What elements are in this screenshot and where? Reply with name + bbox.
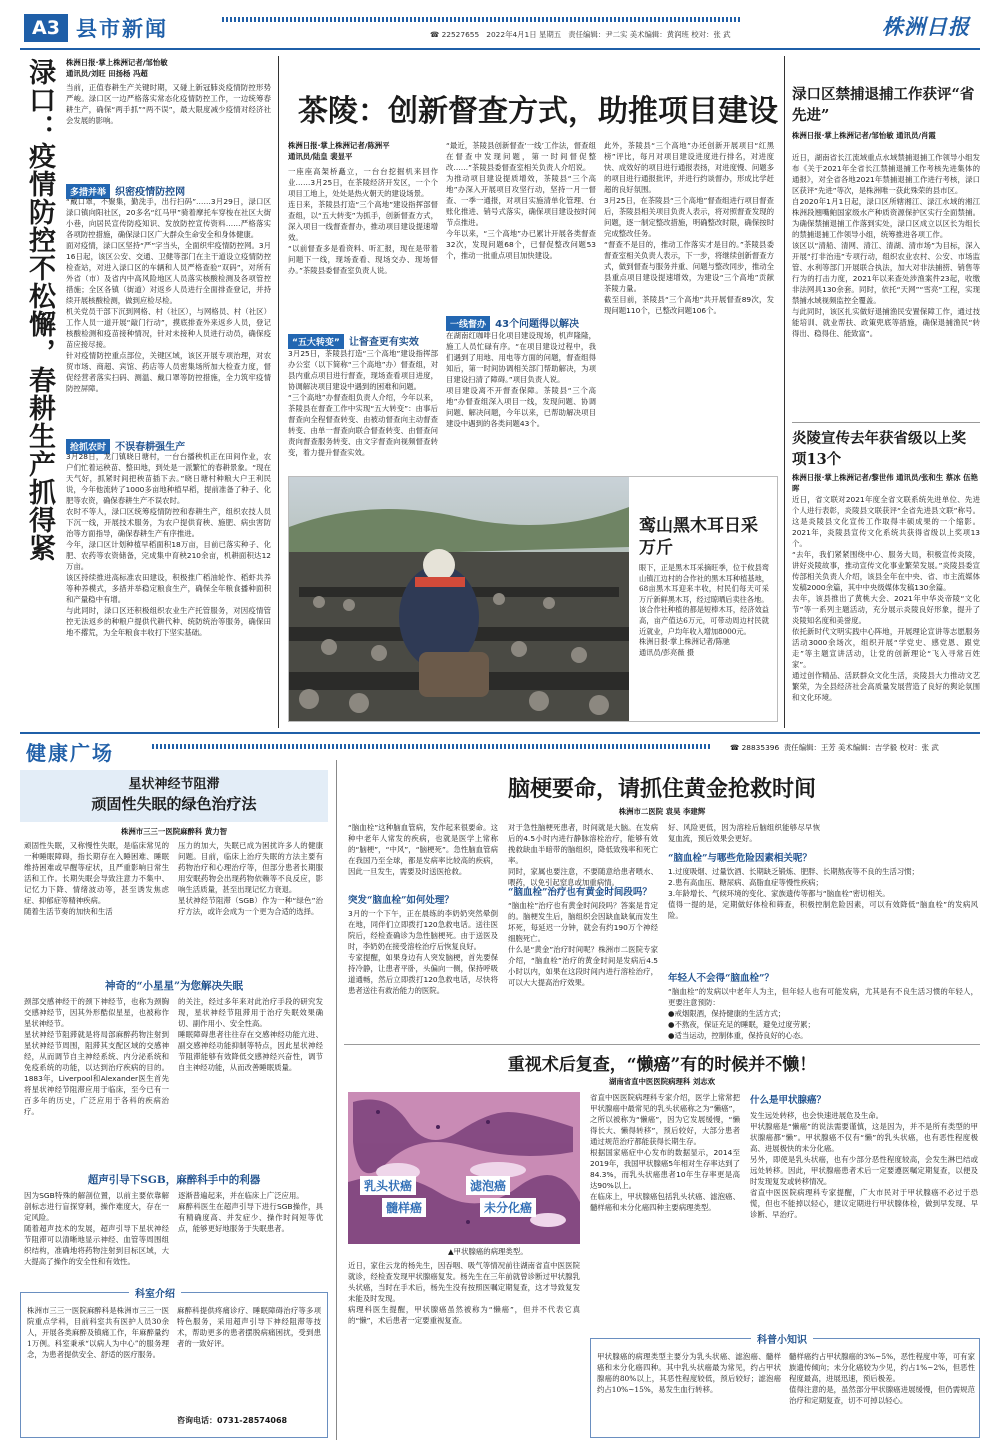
side1-title: 渌口区禁捕退捕工作获评“省先进” bbox=[792, 86, 975, 124]
a2-body-6: 1.过度吸烟、过量饮酒、长期缺乏锻炼、肥胖、长期熬夜等不良的生活习惯； 2.患有高血压、糖尿病、高脂血症等慢性疾病； 3.年龄增长、气候环境的变化、家族遗传等都与“脑血栓”密切相关。 值得一提的是，定期做好体检和筛查，积极控制危险因素，可以有效降低“脑血栓”的发病风险。 bbox=[668, 867, 978, 920]
health-header-rule bbox=[152, 744, 712, 749]
lukou-body-1: “戴口罩，不聚集，勤洗手，出行扫码”……3月29日，渌口区渌口镇向阳社区，20多名“红马甲”骑着摩托车穿梭在社区大街小巷，向居民宣传防疫知识、发放防控宣传资料……严格落实各项防控措施，确保渌口区广大群众生命安全和身体健康。 面对疫情，渌口区坚持“严”字当头，全面织牢疫情防控网。3月16日起，该区公安、交通、卫健等部门在主干道设立疫情防控检查站，对进入渌口区的车辆和人员严格查验“双码”，对所有外省（市）及省内中高风险地区人员落实核酸检测及各项管控措施；全区各镇（街道）对返乡人员进行全面排查登记，并持续开展核酸检测，做到应检尽检。 机关党员干部下沉到网格、村（社区），与网格员、村（社区）工作人员一道开展“敲门行动”，摸底排查外来返乡人员，登记核酸检测和疫苗接种情况，针对未接种人员进行动员，确保疫苗应接尽接。 针对疫情防控重点部位，关键区域，该区开展专项治理，对农贸市场、商超、宾馆、药店等人员密集场所加大检查力度，督促经营者落实扫码、测温、戴口罩等防控措施，全力筑牢疫情防控屏障。 bbox=[66, 197, 271, 393]
chaling-subhead-2: 一线督办 43个问题得以解决 bbox=[446, 312, 579, 331]
header-rule bbox=[222, 17, 742, 22]
health-section-title: 健康广场 bbox=[26, 741, 114, 765]
chaling-subhead-1: “五大转变” 让督查更有实效 bbox=[288, 330, 419, 349]
a1-box-body-2: 麻醉科提供疼痛诊疗、睡眠障碍治疗等多项特色服务，采用超声引导下神经阻滞等技术，帮助更多的患者摆脱病痛困扰，受到患者的一致好评。 bbox=[177, 1306, 321, 1348]
a3-box-body-2: 髓样癌约占甲状腺癌的3%~5%，恶性程度中等，可有家族遗传倾向；未分化癌较为少见，约占1%~2%，但恶性程度最高，进展迅速，预后极差。 值得注意的是，虽然部分甲状腺癌进展缓慢，但仍需规范治疗和定期复查，切不可掉以轻心。 bbox=[789, 1352, 975, 1405]
a3-box-title: 科普小知识 bbox=[751, 1331, 813, 1346]
a1-body-2: 压力的加大，失眠已成为困扰许多人的健康问题。目前，临床上治疗失眠的方法主要有药物治疗和心理治疗等，但部分患者长期服用安眠药物会出现药物依赖等不良反应，影响生活质量，甚至出现记忆力衰退。 星状神经节阻滞（SGB）作为一种“绿色”治疗方法，或许会成为一个更为合适的选择。 bbox=[178, 841, 323, 916]
a2-subhead-4: 年轻人不会得“脑血栓”？ bbox=[668, 973, 774, 984]
a1-title-box bbox=[20, 770, 328, 822]
side2-title: 炎陵宣传去年获省级以上奖项13个 bbox=[792, 430, 966, 468]
chaling-body-1: 一座座高架桥矗立，一台台挖掘机来回作业……3月25日，在茶陵经济开发区，一个个项目工地上，处处是热火朝天的建设场景。 连日来，茶陵县打造“三个高地”建设指挥部督查组，以“五大转变”为抓手，创新督查方式，深入项目一线督查督办，推动项目建设提速增效。 “以前督查多是看资料、听汇报，现在是带着问题下一线，现场查看、现场交办、现场督办。”茶陵县委督查室负责人说。 bbox=[288, 167, 438, 275]
a1-body-1: 顽固性失眠，又称慢性失眠，是临床常见的一种睡眠障碍，指长期存在入睡困难、睡眠维持困难或早醒等症状，且严重影响日常生活和工作。长期失眠会导致注意力不集中、记忆力下降、情绪波动等，甚至诱发焦虑症、抑郁症等精神疾病。 随着生活节奏的加快和生活 bbox=[24, 841, 169, 916]
page-header bbox=[10, 7, 990, 47]
a3-subhead-1: 什么是甲状腺癌？ bbox=[750, 1095, 827, 1106]
a1-body-6: 逐渐普遍起来，并在临床上广泛应用。 麻醉科医生在超声引导下进行SGB操作，具有精确度高、并发症少、操作时间短等优点，能够更好地服务于失眠患者。 bbox=[178, 1191, 323, 1233]
a1-box-phone: 咨询电话：0731-28574068 bbox=[177, 1416, 288, 1425]
a3-body-1: 近日，家住云龙的杨先生，因吞咽、吸气等情况前往湖南省直中医医院就诊，经检查发现甲状腺癌复发。杨先生在三年前就曾诊断过甲状腺乳头状癌，当时在手术后，杨先生没有按照医嘱定期复查，这才导致复发未能及时发现。 病理科医生提醒，甲状腺癌虽然被称为“懒癌”，但并不代表它真的“懒”，术后患者一定要重视复查。 bbox=[348, 1261, 580, 1325]
a1-body-4: 的关注，经过多年来对此治疗手段的研究发现，星状神经节阻滞用于治疗失眠效果确切、副作用小、安全性高。 睡眠障碍患者往往存在交感神经功能亢进、副交感神经功能抑制等特点，因此星状神经节阻滞能够有效降低交感神经兴奋性，调节自主神经功能，从而改善睡眠质量。 bbox=[178, 997, 323, 1072]
a1-box-title: 科室介绍 bbox=[129, 1285, 181, 1300]
side1-byline: 株洲日报·掌上株洲记者/邹怡敏 通讯员/肖霞 bbox=[792, 131, 936, 140]
header-divider bbox=[20, 48, 980, 50]
masthead-logo: 株洲日报 bbox=[882, 14, 970, 39]
side1-body: 近日，湖南省长江流域重点水域禁捕退捕工作领导小组发布《关于2021年全省长江禁捕退捕工作考核先进集体的通报》，对全省各地2021年禁捕退捕工作进行考核，渌口区获评“先进”等次，是株洲唯一获此殊荣的县市区。 自2020年1月1日起，渌口区所辖湘江、渌江水域的湘江株洲段翘嘴鲌国家级水产种质资源保护区实行全面禁捕。为确保禁捕退捕工作落到实处，渌口区成立以区长为组长的禁捕退捕工作领导小组，统筹推进各项工作。 该区以“清船、清网、清江、清湖、清市场”为目标，深入开展“打非治违”专项行动，组织农业农村、公安、市场监管、水利等部门开展联合执法，加大对非法捕捞、销售等行为的打击力度，2021年以来查处涉渔案件23起，收缴非法网具130余套。同时，依托“天网”“雪亮”工程，实现禁捕水域视频监控全覆盖。 与此同时，该区扎实做好退捕渔民安置保障工作，通过技能培训、就业帮扶、政策兜底等措施，确保退捕渔民“转得出、稳得住、能致富”。 bbox=[792, 153, 980, 338]
side2-body: 近日，省文联对2021年度全省文联系统先进单位、先进个人进行表彰，炎陵县文联获评“全省先进县文联”称号。这是炎陵县文化宣传工作取得丰硕成果的一个缩影。2021年，炎陵县宣传文化系统共获得省级以上奖项13个。 “去年，我们紧紧围绕中心、服务大局，积极宣传炎陵，讲好炎陵故事，推动宣传文化事业繁荣发展。”炎陵县委宣传部相关负责人介绍，该县全年在中央、省、市主流媒体发稿2000余篇，其中中央级媒体发稿130余篇。 去年，该县推出了黄桃大会、2021年中华炎帝陵“文化节”等一系列主题活动，充分展示炎陵良好形象，提升了炎陵知名度和美誉度。 依托新时代文明实践中心阵地，开展理论宣讲等志愿服务活动3000余场次，组织开展“学党史、感党恩、跟党走”等主题宣讲活动，让党的创新理论“飞入寻常百姓家”。 通过创作精品、活跃群众文化生活，炎陵县大力推动文艺繁荣，为全县经济社会高质量发展营造了良好的舆论氛围和文化环境。 bbox=[792, 495, 980, 702]
thyroid-pathology-image bbox=[348, 1092, 580, 1244]
chaling-body-5: 此外，茶陵县“三个高地”办还创新开展项目“红黑榜”评比，每月对项目建设进度进行排名，对进度快、成效好的项目进行通报表扬，对进度慢、问题多的项目进行通报批评，并进行约谈督办，形成比学赶超的良好氛围。 3月25日，在茶陵县“三个高地”督查组进行项目督查后，茶陵县相关项目负责人表示，将对照督查发现的问题，逐一制定整改措施，明确整改时限，确保按时完成整改任务。 “督查不是目的，推动工作落实才是目的。”茶陵县委督查室相关负责人表示，下一步，将继续创新督查方式，做到督查与服务并重、问题与整改同步，推动全县重点项目建设提速增效，为建设“三个高地”贡献茶陵力量。 截至目前，茶陵县“三个高地”共开展督查89次，发现问题110个，已整改问题106个。 bbox=[604, 141, 774, 315]
header-editors: 责任编辑：尹二实 美术编辑：黄润班 校对：张 武 bbox=[568, 30, 731, 39]
lukou-body-2: 3月28日，龙门镇晓日塘村，一台台播秧机正在田间作业，农户们忙着运秧苗、整田地，到处是一派繁忙的春耕景象。“现在天气好，抓紧时间把秧苗插下去。”晓日塘村种粮大户王利民说，今年他流转了1000多亩地种植早稻，提前准备了种子、化肥等农资，确保春耕生产不误农时。 农时不等人，渌口区统筹疫情防控和春耕生产，组织农技人员下沉一线，开展技术服务，为农户提供育秧、施肥、病虫害防治等方面指导，确保春耕生产有序推进。 今年，渌口区计划种植早稻面积18万亩，目前已落实种子、化肥、农药等农资储备，完成集中育秧210余亩，机耕面积达12万亩。 该区持续推进高标准农田建设，积极推广稻油轮作、稻虾共养等种养模式，多措并举稳定粮食生产，确保全年粮食播种面积和产量稳中有增。 与此同时，渌口区还积极组织农业生产托管服务，对因疫情管控无法返乡的种粮户提供代耕代种、统防统治等服务，确保田地不撂荒，为全年粮食丰收打下坚实基础。 bbox=[66, 452, 271, 637]
side-divider bbox=[792, 422, 980, 423]
label-papillary: 乳头状癌 bbox=[360, 1176, 416, 1195]
header-info bbox=[430, 29, 731, 40]
lukou-intro: 当前，正值春耕生产关键时期，又碰上新冠肺炎疫情防控形势严峻。渌口区一边严格落实常态化疫情防控工作，一边统筹春耕生产，确保“两手抓”“两不误”，最大限度减少疫情对经济社会发展的影响。 bbox=[66, 83, 271, 125]
phone-icon: ☎ bbox=[730, 743, 740, 752]
photo-caption: 眼下，正是黑木耳采摘旺季，位于攸县鸾山镇江边村的合作社的黑木耳种植基地，68亩黑木耳迎来丰收，村民们每天可采万斤新鲜黑木耳，经过晾晒后卖往各地。 该合作社种植的都是短棒木耳，经济效益高，亩产值达6万元，可带动周边村民就近就业，户均年收入增加8000元。 株洲日报·掌上株洲记者/陈驰 通讯员/彭亮薇 摄 bbox=[639, 563, 769, 657]
a2-body-1: “脑血栓”这种脑血管病，发作起来很要命。这种中老年人常发的疾病，也就是医学上常称的“脑梗”，“中风”，“脑梗死”。急性脑血管病在我国乃至全球，都是发病率比较高的疾病，因此一旦发生，需要及时送医抢救。 bbox=[348, 823, 498, 876]
a1-title-2: 顽固性失眠的绿色治疗法 bbox=[91, 795, 257, 813]
a2-subhead-1: 突发“脑血栓”如何处理？ bbox=[348, 895, 454, 906]
phone-icon: ☎ bbox=[430, 30, 440, 39]
a1-body-5: 因为SGB特殊的解剖位置，以前主要依靠解剖标志进行盲探穿刺，操作难度大，存在一定风险。 随着超声技术的发展，超声引导下星状神经节阻滞可以清晰地显示神经、血管等周围组织结构，准确地将药物注射到目标区域，大大提高了操作的安全性和有效性。 bbox=[24, 1191, 169, 1266]
section-divider bbox=[20, 732, 980, 734]
lukou-tag-1: 多措并举 bbox=[66, 184, 110, 199]
label-medullary: 髓样癌 bbox=[382, 1198, 426, 1217]
a3-body-3: 发生远处转移，也会快速进展危及生命。 甲状腺癌是“懒癌”的说法需要谨慎，这是因为，并不是所有类型的甲状腺癌都“懒”。甲状腺癌不仅有“懒”的乳头状癌，也有恶性程度极高、进展极快的未分化癌。 另外，即使是乳头状癌，也有少部分恶性程度较高，会发生淋巴结或远处转移。因此，甲状腺癌患者术后一定要遵医嘱定期复查，以便及时发现复发或转移情况。 省直中医医院病理科专家提醒，广大市民对于甲状腺癌不必过于恐慌，但也不能掉以轻心，建议定期进行甲状腺体检，做到早发现、早诊断、早治疗。 bbox=[750, 1111, 978, 1219]
a2-body-5: 好、风险更低，因为溶栓后脑组织能够尽早恢复血流，预后效果会更好。 bbox=[668, 823, 820, 843]
a2-body-3: 对于急性脑梗死患者，时间就是大脑。在发病后的4.5小时内进行静脉溶栓治疗，能够有效挽救缺血半暗带的脑组织，降低致残率和死亡率。 同时，家属也要注意，不要随意给患者喂水、喂药，以免引起窒息或加重病情。 bbox=[508, 823, 658, 887]
a2-subhead-2: “脑血栓”治疗也有黄金时间段吗？ bbox=[508, 887, 652, 898]
health-header-info: ☎ 28835396 责任编辑：王芳 美术编辑：吉学毅 校对：张 武 bbox=[730, 743, 939, 752]
chaling-title: 茶陵：创新督查方式，助推项目建设 bbox=[298, 94, 778, 129]
photo-title: 鸾山黑木耳日采万斤 bbox=[639, 516, 758, 558]
a1-body-3: 颈部交感神经干的颈下神经节，也称为颈胸交感神经节，因其外形酷似星星，也被称作星状神经节。 星状神经节阻滞就是将局部麻醉药物注射到星状神经节周围，阻滞其支配区域的交感神经，从而调节自主神经系统、内分泌系统和免疫系统的功能，以达到治疗疾病的目的。1883年，Liverpool和Alexander医生首先将星状神经节阻滞应用于临床，至今已有一百多年的历史，广泛应用于各科的疾病治疗。 bbox=[24, 997, 169, 1116]
side2-byline: 株洲日报·掌上株洲记者/黎世伟 通讯员/张和生 蔡冰 伍艳晖 bbox=[792, 473, 978, 493]
a2-body-2: 3月的一个下午，正在晨练的李奶奶突然晕倒在地，同伴们立即拨打120急救电话。送往医院后，经检查确诊为急性脑梗死。由于送医及时，李奶奶在接受溶栓治疗后恢复良好。 专家提醒，如果身边有人突发脑梗，首先要保持冷静，让患者平卧，头偏向一侧，保持呼吸道通畅，然后立即拨打120急救电话，尽快将患者送往有救治能力的医院。 bbox=[348, 909, 498, 995]
a1-box-body-1: 株洲市三三一医院麻醉科是株洲市三三一医院重点学科，目前科室共有医护人员30余人，开展各类麻醉及镇痛工作，年麻醉量约1万例。科室秉承“以病人为中心”的服务理念，为患者提供安全、舒适的医疗服务。 bbox=[27, 1306, 169, 1359]
chaling-byline: 株洲日报·掌上株洲记者/陈洲平 通讯员/陆皇 裴显平 bbox=[288, 141, 390, 161]
photo-block bbox=[288, 476, 778, 722]
a1-department-box bbox=[20, 1289, 328, 1438]
lukou-byline: 株洲日报·掌上株洲记者/邹怡敏 通讯员/刘旺 田扬杨 冯超 bbox=[66, 58, 168, 78]
a2-a3-divider bbox=[344, 1044, 980, 1045]
a3-science-box bbox=[590, 1335, 980, 1438]
label-anaplastic: 未分化癌 bbox=[480, 1198, 536, 1217]
a3-title: 重视术后复查，“懒癌”有的时候并不懒！ bbox=[507, 1055, 817, 1075]
a1-subhead-1: 神奇的“小星星”为您解决失眠 bbox=[104, 980, 244, 992]
lukou-subhead-1: 多措并举 织密疫情防控网 bbox=[66, 180, 185, 199]
a1-byline: 株洲市三三一医院麻醉科 黄力智 bbox=[120, 827, 228, 836]
column-divider-right bbox=[784, 56, 785, 728]
header-date: 2022年4月1日 星期五 bbox=[486, 30, 562, 39]
a1-subhead-2: 超声引导下SGB，麻醉科手中的利器 bbox=[87, 1174, 261, 1186]
column-divider bbox=[278, 56, 279, 728]
a2-byline: 株洲市二医院 袁昊 李建辉 bbox=[618, 807, 706, 816]
chaling-tag-1: “五大转变” bbox=[288, 334, 344, 349]
a2-subhead-3: “脑血栓”与哪些危险因素相关呢？ bbox=[668, 853, 812, 864]
chaling-body-3: “最近，茶陵县创新督查‘一线’工作法，督查组在督查中发现问题，第一时间督促整改……”茶陵县委督查室相关负责人介绍说。 为推动项目建设提质增效，茶陵县“三个高地”办深入开展项目攻坚行动，坚持一月一督查、一季一通报，对项目实施清单化管理、台账化推进、销号式落实，确保项目建设按时间节点推进。 今年以来，“三个高地”办已累计开展各类督查32次，发现问题68个，已督促整改问题53个，推动一批重点项目加快建设。 bbox=[446, 141, 596, 260]
a2-title: 脑梗要命，请抓住黄金抢救时间 bbox=[507, 776, 816, 802]
label-follicular: 滤泡癌 bbox=[466, 1176, 510, 1195]
section-title: 县市新闻 bbox=[76, 16, 168, 41]
fungus-farm-photo bbox=[289, 477, 629, 721]
a3-box-body-1: 甲状腺癌的病理类型主要分为乳头状癌、滤泡癌、髓样癌和未分化癌四种。其中乳头状癌最为常见，约占甲状腺癌的80%以上，其恶性程度较低，预后较好；滤泡癌约占10%~15%，易发生血行转移。 bbox=[597, 1352, 781, 1394]
chaling-body-2: 3月25日，茶陵县打造“三个高地”建设指挥部办公室（以下简称“三个高地”办）督查组，对县内重点项目进行督查，现场查看项目进度，协调解决项目建设中遇到的困难和问题。 “三个高地”办督查组负责人介绍，今年以来，茶陵县在督查工作中实现“五大转变”：由事后督查向全程督查转变、由被动督查向主动督查转变、由单一督查向联合督查转变、由督查问责向督查服务转变、由文字督查向视频督查转变，着力提升督查实效。 bbox=[288, 349, 438, 457]
chaling-body-4: 在湖南红咖啡日化项目建设现场，机声隆隆，施工人员忙碌有序。“在项目建设过程中，我们遇到了用地、用电等方面的问题，督查组得知后，第一时间协调相关部门帮助解决，为项目建设扫清了障碍。”项目负责人说。 项目建设离不开督查保障。茶陵县“三个高地”办督查组深入项目一线，发现问题、协调问题、解决问题，今年以来，已帮助解决项目建设中遇到的各类问题43个。 bbox=[446, 331, 596, 428]
lukou-title: 渌口：疫情防控不松懈，春耕生产抓得紧 bbox=[24, 58, 55, 562]
a3-byline: 湖南省直中医医院病理科 刘志欢 bbox=[608, 1077, 716, 1086]
image-caption: ▲甲状腺癌的病理类型。 bbox=[448, 1247, 528, 1256]
pathology-figure bbox=[348, 1092, 580, 1244]
a1-title-1: 星状神经节阻滞 bbox=[128, 777, 220, 792]
chaling-tag-2: 一线督办 bbox=[446, 316, 490, 331]
a3-body-2: 省直中医医院病理科专家介绍，医学上常常把甲状腺癌中最常见的乳头状癌称之为“懒癌”，之所以被称为“懒癌”，因为它发展缓慢，“懒得长大、懒得转移”，预后较好，大部分患者通过规范治疗都能获得长期生存。 根据国家癌症中心发布的数据显示，2014至2019年，我国甲状腺癌5年相对生存率达到了84.3%，而乳头状癌患者10年生存率更是高达90%以上。 在临床上，甲状腺癌包括乳头状癌、滤泡癌、髓样癌和未分化癌四种主要病理类型。 bbox=[590, 1093, 740, 1212]
a2-body-4: “脑血栓”治疗也有黄金时间段吗？答案是肯定的。脑梗发生后，脑组织会因缺血缺氧而发生坏死，每延迟一分钟，就会有约190万个神经细胞死亡。 什么是“黄金”治疗时间呢？株洲市二医院专家介绍，“脑血栓”治疗的黄金时间是发病后4.5小时以内，如果在这段时间内进行溶栓治疗，可以大大提高治疗效果。 bbox=[508, 901, 658, 987]
lukou-subhead-2: 抢抓农时 不误春耕强生产 bbox=[66, 435, 185, 454]
a2-body-7: “脑血栓”的发病以中老年人为主，但年轻人也有可能发病，尤其是有不良生活习惯的年轻人，更要注意预防： ●戒烟限酒，保持健康的生活方式； ●不熬夜，保证充足的睡眠，避免过度劳累； ●适当运动，控制体重，保持良好的心态。 bbox=[668, 987, 978, 1040]
health-column-divider bbox=[336, 760, 337, 1440]
lukou-tag-2: 抢抓农时 bbox=[66, 439, 110, 454]
header-phone: 22527655 bbox=[441, 30, 480, 39]
page-code: A3 bbox=[24, 14, 68, 42]
